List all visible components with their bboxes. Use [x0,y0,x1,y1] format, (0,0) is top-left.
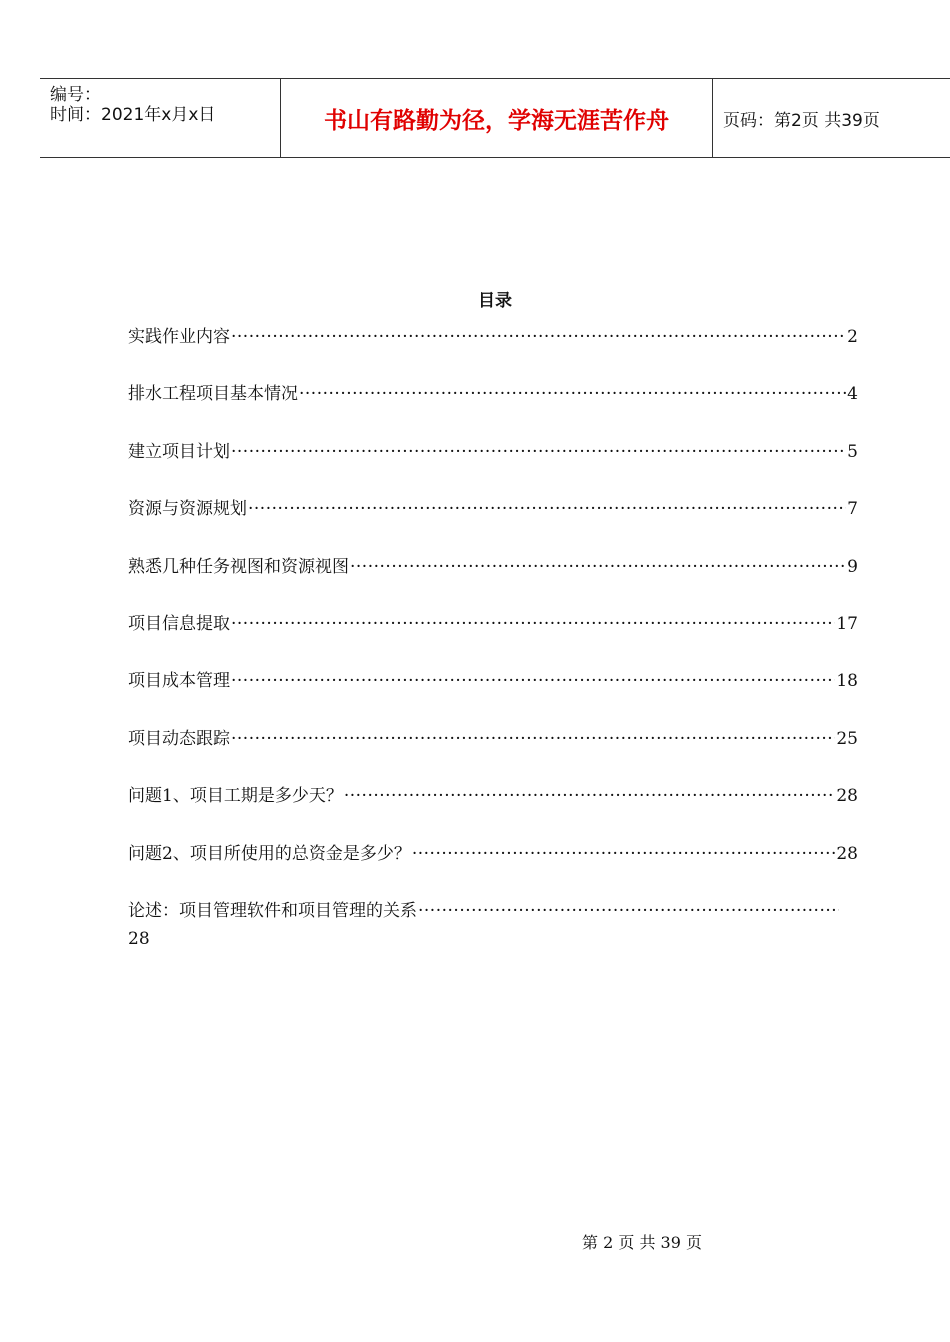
toc-item-title: 项目成本管理 [128,671,230,692]
toc-item-page: 5 [847,441,858,462]
toc-leader-dots [231,438,846,466]
toc-item-title: 实践作业内容 [128,327,230,347]
toc-item-page: 9 [847,556,858,577]
toc-leader-dots [344,782,836,810]
toc-item[interactable] [128,553,858,610]
toc-item-page: 2 [847,327,858,347]
toc-item-title: 问题2、项目所使用的总资金是多少？ [128,843,411,864]
header-meta [40,79,281,157]
toc-item-page: 28 [836,786,858,807]
page-footer: 第 2 页 共 39 页 [582,1233,702,1252]
toc-leader-dots [231,725,835,753]
toc-item-page: 18 [836,671,858,692]
time-label: 时间：2021年x月x日 [50,105,216,125]
toc-item-page: 28 [128,928,150,949]
toc-leader-dots [248,495,846,523]
toc-item-title: 项目动态跟踪 [128,728,230,749]
toc-item[interactable] [128,782,858,839]
toc-item-title: 资源与资源规划 [128,499,247,520]
toc-item[interactable] [128,380,858,437]
header-page-info: 页码：第2页 共39页 [723,110,880,131]
header-motto: 书山有路勤为径，学海无涯苦作舟 [281,79,713,157]
number-label: 编号： [50,85,101,105]
toc-item[interactable] [128,438,858,495]
toc-item-page: 7 [847,499,858,520]
toc-item[interactable] [128,667,858,724]
toc-item[interactable] [128,495,858,552]
toc-item-page: 4 [847,384,858,405]
toc-item-title: 论述：项目管理软件和项目管理的关系 [128,900,417,921]
toc-item[interactable] [128,897,858,954]
toc-item[interactable] [128,840,858,897]
toc-item-page: 17 [836,613,858,634]
toc-title: 目录 [478,291,512,311]
toc-leader-dots [299,380,846,408]
toc-leader-dots [231,323,846,351]
toc-item[interactable] [128,725,858,782]
toc-item[interactable] [128,610,858,667]
toc-item-page: 28 [836,843,858,864]
toc-item-title: 问题1、项目工期是多少天？ [128,786,343,807]
toc-leader-dots [412,840,836,868]
table-of-contents [128,323,858,954]
toc-leader-dots [231,667,835,695]
toc-item[interactable] [128,323,858,380]
toc-item-page: 25 [836,728,858,749]
toc-item-title: 排水工程项目基本情况 [128,384,298,405]
toc-item-title: 建立项目计划 [128,441,230,462]
toc-leader-dots [418,897,839,925]
page-header [40,78,950,158]
toc-leader-dots [231,610,835,638]
toc-leader-dots [350,553,846,581]
toc-item-title: 项目信息提取 [128,613,230,634]
toc-item-title: 熟悉几种任务视图和资源视图 [128,556,349,577]
